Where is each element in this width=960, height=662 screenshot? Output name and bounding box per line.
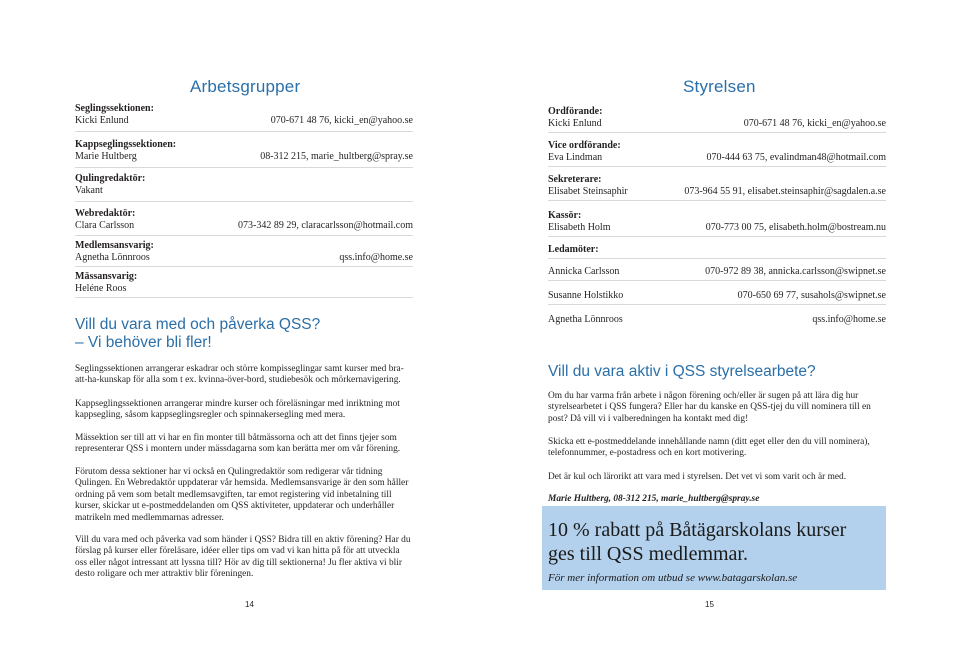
paragraph: Förutom dessa sektioner har vi också en Qulingredaktör som redigerar vår tidning Qulingen. En Webredaktör uppdaterar vår hemsida. Medlemsansvarige är den som håller ordning på vem som betalt medlemsavgiften, tar emot registering vid inbetalning till kurser, skickar ut e-postmeddelanden om QSS aktiviteter, uppdaterar och underhåller matrikeln med medlemmarnas adresser.: [75, 467, 409, 523]
contact-row: [75, 208, 413, 236]
role-label: Qulingredaktör:: [75, 173, 146, 184]
contact-row: [548, 244, 886, 259]
person-name: Agnetha Lönnroos: [75, 252, 150, 263]
contact-row: [75, 173, 413, 202]
page-number: 14: [245, 600, 254, 609]
right-page: [480, 0, 960, 662]
paragraph: Kappseglingssektionen arrangerar mindre kurser och föreläsningar med inriktning mot kappsegling, såsom kappseglingsregler och spinnakersegling med mera.: [75, 399, 400, 421]
person-name: Eva Lindman: [548, 152, 603, 163]
contact-row: [548, 290, 886, 305]
role-label: Ordförande:: [548, 106, 603, 117]
person-name: Kicki Enlund: [75, 115, 129, 126]
contact-row: [75, 271, 413, 298]
contact-row: [75, 103, 413, 132]
role-label: Webredaktör:: [75, 208, 136, 219]
person-name: Agnetha Lönnroos: [548, 314, 623, 325]
contact-info: 070-773 00 75, elisabeth.holm@bostream.nu: [705, 222, 886, 233]
contact-info: 073-964 55 91, elisabet.steinsaphir@sagdalen.a.se: [684, 186, 886, 197]
contact-row: [548, 174, 886, 201]
contact-info: 073-342 89 29, claracarlsson@hotmail.com: [238, 220, 413, 231]
person-name: Annicka Carlsson: [548, 266, 620, 277]
paragraph: Mässektion ser till att vi har en fin monter till båtmässorna och att det finns tjejer som representerar QSS i montern under mässdagarna som kan berätta mer om vår förening.: [75, 433, 401, 455]
paragraph: Vill du vara med och påverka vad som händer i QSS? Bidra till en aktiv förening? Har du förslag på kurser eller föreläsare, idéer eller tips om vad vi kan hitta på för att utveckla oss eller något intressant att lyssna till? Hör av dig till sektionerna! Ju fler aktiva vi blir desto roligare och mer attraktiv blir föreningen.: [75, 535, 411, 580]
role-label: Medlemsansvarig:: [75, 240, 154, 251]
person-name: Clara Carlsson: [75, 220, 135, 231]
contact-info: qss.info@home.se: [812, 314, 886, 325]
role-label: Sekreterare:: [548, 174, 602, 185]
contact-info: 070-671 48 76, kicki_en@yahoo.se: [270, 115, 413, 126]
promo-line2: ges till QSS medlemmar.: [548, 543, 748, 565]
recruit-heading-line1: Vill du vara med och påverka QSS?: [75, 316, 321, 333]
recruit-heading: [75, 316, 415, 352]
person-name: Kicki Enlund: [548, 118, 602, 129]
contact-row: [548, 266, 886, 281]
contact-row: [548, 210, 886, 237]
contact-row: [548, 106, 886, 133]
person-name: Susanne Holstikko: [548, 290, 624, 301]
role-label: Mässansvarig:: [75, 271, 138, 282]
promo-line1: 10 % rabatt på Båtägarskolans kurser: [548, 519, 847, 541]
person-name: Vakant: [75, 185, 103, 196]
recruit-heading-line2: – Vi behöver bli fler!: [75, 334, 212, 351]
person-name: Heléne Roos: [75, 283, 127, 294]
person-name: Marie Hultberg: [75, 151, 137, 162]
promo-more-info: För mer information om utbud se www.batagarskolan.se: [548, 572, 798, 584]
paragraph: Om du har varma från arbete i någon förening och/eller är sugen på att lära dig hur styrelsearbetet i QSS fungera? Eller har du kanske en QSS-tjej du vill nominera till en post? Då vill vi i valberedningen ha kontakt med dig!: [548, 391, 871, 424]
contact-info: 070-444 63 75, evalindman48@hotmail.com: [706, 152, 886, 163]
paragraph: Skicka ett e-postmeddelande innehållande namn (ditt eget eller den du vill nominera), telefonnummer, e-postadress och en kort motivering.: [548, 437, 870, 459]
contact-info: 070-650 69 77, susahols@swipnet.se: [737, 290, 886, 301]
signature: Marie Hultberg, 08-312 215, marie_hultberg@spray.se: [548, 494, 760, 504]
person-name: Elisabet Steinsaphir: [548, 186, 628, 197]
board-heading: Vill du vara aktiv i QSS styrelsearbete?: [548, 363, 816, 380]
role-label: Vice ordförande:: [548, 140, 621, 151]
person-name: Elisabeth Holm: [548, 222, 611, 233]
contact-row: [548, 140, 886, 167]
contact-row: [75, 139, 413, 168]
promo-box: [542, 506, 886, 590]
contact-row: [548, 314, 886, 328]
contact-info: 070-671 48 76, kicki_en@yahoo.se: [743, 118, 886, 129]
role-label: Ledamöter:: [548, 244, 599, 255]
contact-row: [75, 240, 413, 267]
paragraph: Seglingssektionen arrangerar eskadrar och större kompisseglingar samt kurser med bra-att-ha-kunskap för alla som t ex. kvinna-över-bord, studiebesök och mörkernavigering.: [75, 364, 404, 386]
role-label: Seglingssektionen:: [75, 103, 154, 114]
section-title-arbetsgrupper: Arbetsgrupper: [190, 77, 301, 96]
role-label: Kassör:: [548, 210, 582, 221]
page-number: 15: [705, 600, 714, 609]
contact-info: 08-312 215, marie_hultberg@spray.se: [260, 151, 413, 162]
section-title-styrelsen: Styrelsen: [683, 77, 756, 96]
contact-info: 070-972 89 38, annicka.carlsson@swipnet.se: [705, 266, 886, 277]
role-label: Kappseglingssektionen:: [75, 139, 177, 150]
contact-info: qss.info@home.se: [339, 252, 413, 263]
paragraph: Det är kul och lärorikt att vara med i styrelsen. Det vet vi som varit och är med.: [548, 472, 847, 482]
